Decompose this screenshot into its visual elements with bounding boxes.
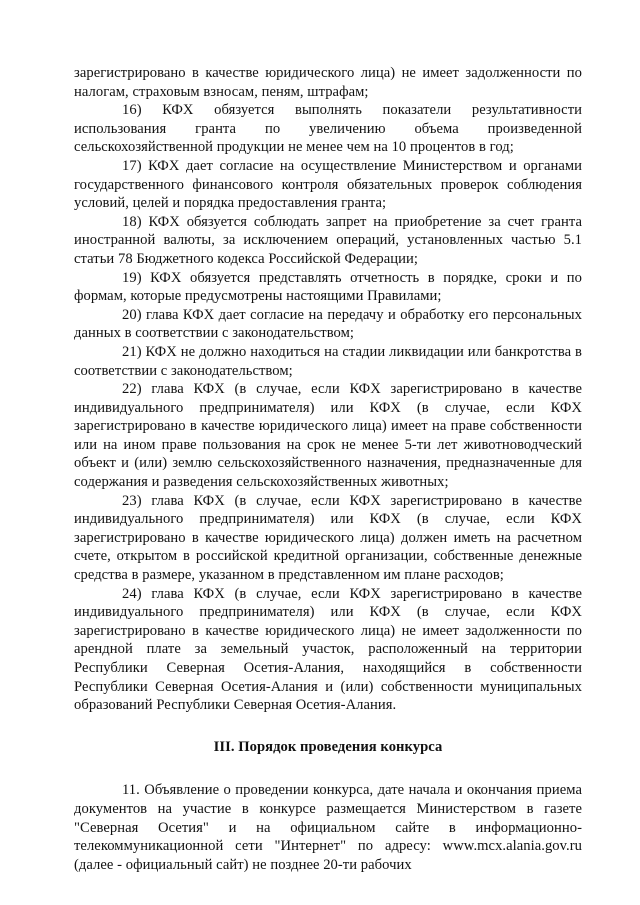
paragraph-item-23: 23) глава КФХ (в случае, если КФХ зарегистрировано в качестве индивидуального предпринимателя) или КФХ (в случае, если КФХ зарегистрировано в качестве юридического лица) должен иметь на расчетном счете, открытом в российской кредитной организации, собственные денежные средства в размере, указанном в представленном им плане расходов; <box>74 492 582 584</box>
paragraph-item-24: 24) глава КФХ (в случае, если КФХ зарегистрировано в качестве индивидуального предпринимателя) или КФХ (в случае, если КФХ зарегистрировано в качестве юридического лица) не имеет задолженности по арендной плате за земельный участок, расположенный на территории Республики Северная Осетия-Алания, находящийся в собственности Республики Северная Осетия-Алания и (или) собственности муниципальных образований Республики Северная Осетия-Алания. <box>74 585 582 714</box>
paragraph-item-17: 17) КФХ дает согласие на осуществление Министерством и органами государственного финансового контроля обязательных проверок соблюдения условий, целей и порядка предоставления гранта; <box>74 157 582 212</box>
section-heading: III. Порядок проведения конкурса <box>213 738 443 755</box>
paragraph-item-22: 22) глава КФХ (в случае, если КФХ зарегистрировано в качестве индивидуального предпринимателя) или КФХ (в случае, если КФХ зарегистрировано в качестве юридического лица) имеет на праве собственности или на ином праве пользования на срок не менее 5-ти лет животноводческий объект и (или) землю сельскохозяйственного назначения, предназначенные для содержания и разведения сельскохозяйственных животных; <box>74 381 582 491</box>
paragraph-item-18: 18) КФХ обязуется соблюдать запрет на приобретение за счет гранта иностранной валюты, за исключением операций, установленных частью 5.1 статьи 78 Бюджетного кодекса Российской Федерации; <box>74 213 582 267</box>
paragraph-item-21: 21) КФХ не должно находиться на стадии ликвидации или банкротства в соответствии с законодательством; <box>74 343 582 379</box>
document-page <box>74 64 582 874</box>
paragraph-item-16: 16) КФХ обязуется выполнять показатели результативности использования гранта по увеличению объема произведенной сельскохозяйственной продукции не менее чем на 10 процентов в год; <box>74 102 582 156</box>
paragraph-item-19: 19) КФХ обязуется представлять отчетность в порядке, сроки и по формам, которые предусмотрены настоящими Правилами; <box>74 269 582 305</box>
paragraph-continuation: зарегистрировано в качестве юридического лица) не имеет задолженности по налогам, страховым взносам, пеням, штрафам; <box>74 65 582 100</box>
paragraph-item-11: 11. Объявление о проведении конкурса, дате начала и окончания приема документов на участие в конкурсе размещается Министерством в газете "Северная Осетия" и на официальном сайте в информационно-телекоммуникационной сети "Интернет" по адресу: www.mcx.alania.gov.ru (далее - официальный сайт) не позднее 20-ти рабочих <box>74 782 582 873</box>
paragraph-item-20: 20) глава КФХ дает согласие на передачу и обработку его персональных данных в соответствии с законодательством; <box>74 306 582 342</box>
